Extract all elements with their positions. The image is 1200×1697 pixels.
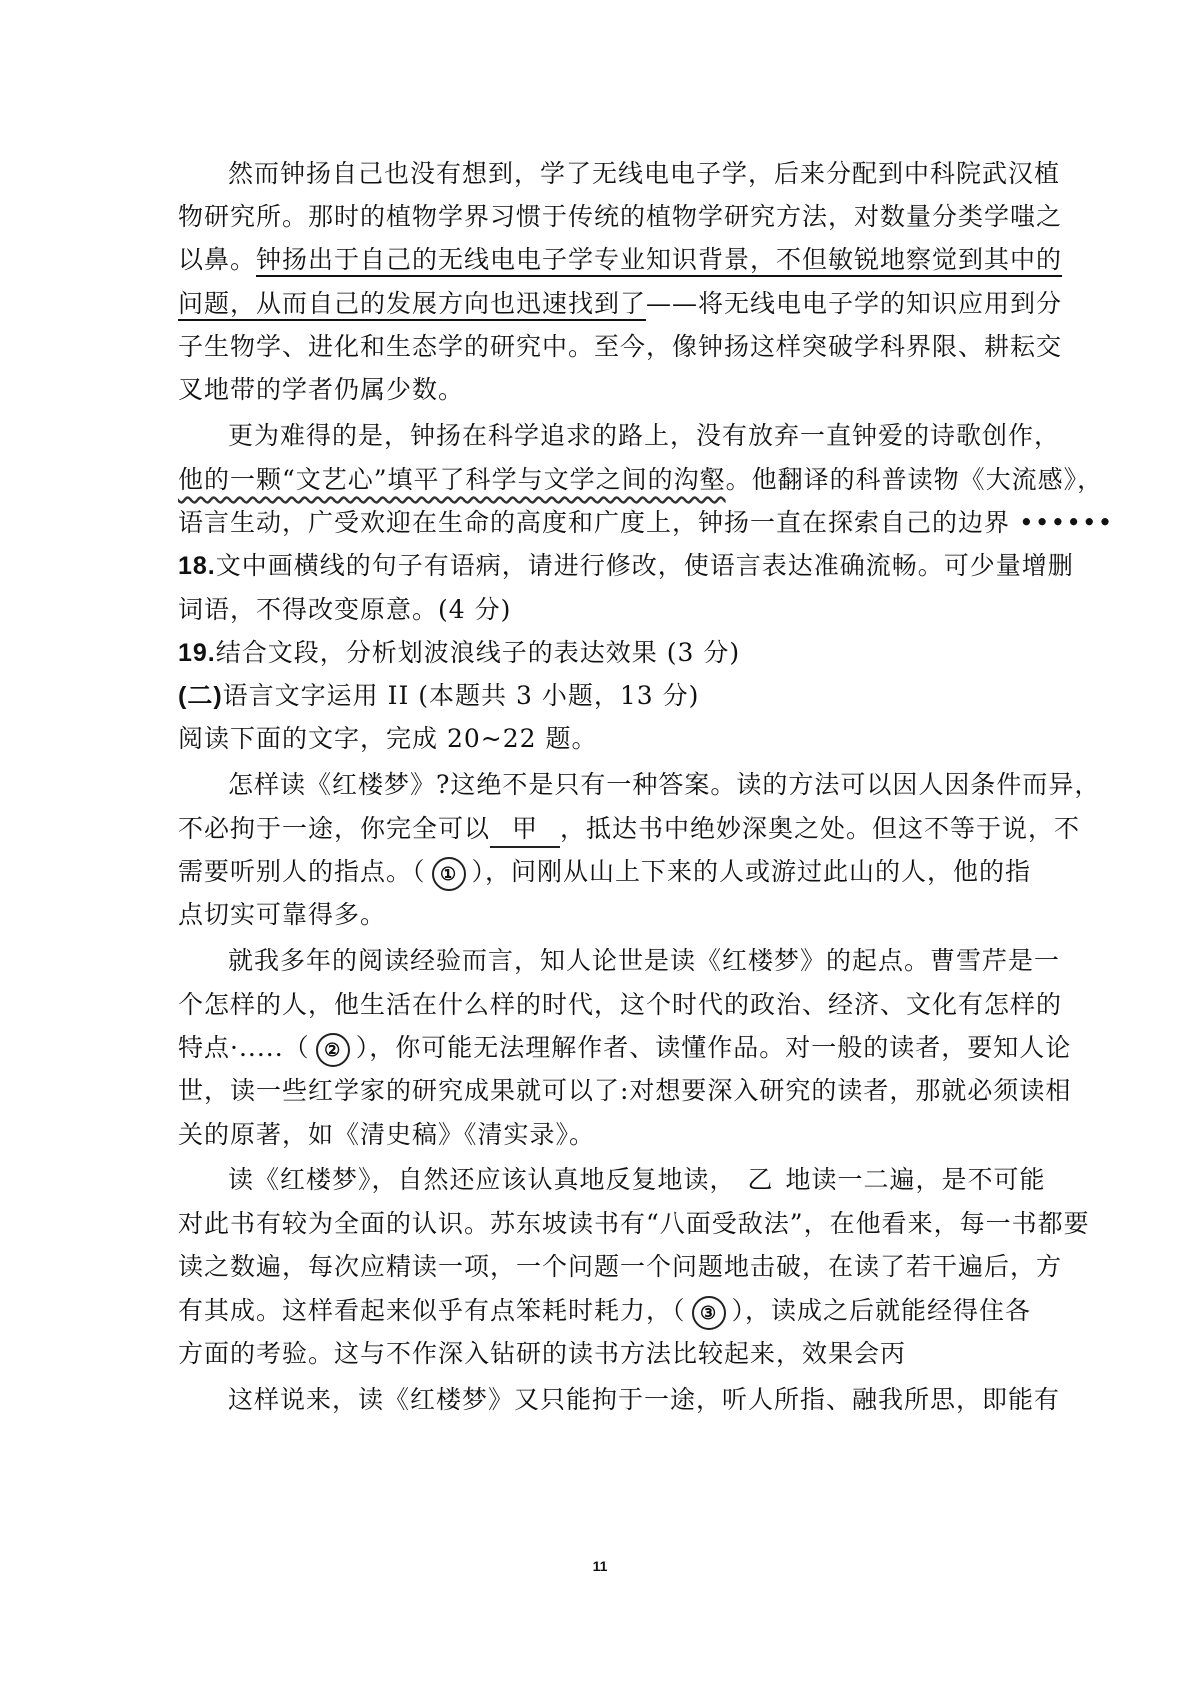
paragraph-line [178,412,1060,460]
question-19 [178,629,740,677]
text: 然而钟扬自己也没有想到，学了无线电电子学，后来分配到中科院武汉植 [228,159,1061,188]
paragraph-line [178,1024,1071,1072]
wavy-underlined-sentence: 他的一颗“文艺心”填平了科学与文学之间的沟壑 [178,465,726,494]
paragraph-line [178,761,1100,809]
paragraph-line [178,891,386,939]
paragraph-line [178,981,1062,1029]
text: 读《红楼梦》，自然还应该认真地反复地读， [228,1165,736,1194]
text: 怎样读《红楼梦》?这绝不是只有一种答案。读的方法可以因人因条件而异， [228,770,1101,799]
section-intro [178,715,597,763]
circled-marker-1: ① [432,857,466,891]
text: 读之数遍，每次应精读一项，一个问题一个问题地击破，在读了若干遍后，方 [178,1252,1063,1281]
text: ——将无线电电子学的知识应用到分 [646,289,1063,318]
blank-yi: 乙 [747,1165,774,1194]
text: 个怎样的人，他生活在什么样的时代，这个时代的政治、经济、文化有怎样的 [178,990,1063,1019]
text: 方面的考验。这与不作深入钻研的读书方法比较起来，效果会丙 [178,1339,907,1368]
text: 语言生动，广受欢迎在生命的高度和广度上，钟扬一直在探索自己的边界 •••••• [178,508,1114,537]
text: 就我多年的阅读经验而言，知人论世是读《红楼梦》的起点。曹雪芹是一 [228,946,1061,975]
text: 阅读下面的文字，完成 20~22 题。 [178,724,598,753]
text: 特点·.....（ [178,1033,310,1062]
section-heading [178,672,699,720]
text: 子生物学、进化和生态学的研究中。至今，像钟扬这样突破学科界限、耕耘交 [178,332,1063,361]
text: 更为难得的是，钟扬在科学追求的路上，没有放弃一直钟爱的诗歌创作， [228,421,1061,450]
text: 地读一二遍，是不可能 [785,1165,1046,1194]
paragraph-line [178,937,1060,985]
paragraph-line [178,1111,595,1159]
paragraph-line [178,1156,1046,1204]
paragraph-line [178,150,1060,198]
text: 叉地带的学者仍属少数。 [178,375,465,404]
text: ，抵达书中绝妙深奥之处。但这不等于说，不 [560,814,1081,843]
text: ），读成之后就能经得住各 [731,1296,1032,1325]
text: ），问刚从山上下来的人或游过此山的人，他的指 [471,857,1032,886]
paragraph-line [178,280,1062,328]
section-number: (二) [178,682,223,710]
text: 对此书有较为全面的认识。苏东坡读书有“八面受敌法”，在他看来，每一书都要 [178,1209,1090,1238]
paragraph-line [178,1200,1090,1248]
paragraph-line [178,193,1062,241]
text: 有其成。这样看起来似乎有点笨耗时耗力，（ [178,1296,686,1325]
text: 。他翻译的科普读物《大流感》， [725,465,1104,494]
paragraph-line [178,366,464,414]
paragraph-line [178,1376,1060,1424]
question-number: 18. [178,552,216,580]
text: 需要听别人的指点。（ [178,857,426,886]
text: 结合文段，分析划波浪线子的表达效果 (3 分) [215,638,741,667]
paragraph-line [178,1067,1071,1115]
question-number: 19. [178,639,216,667]
circled-marker-3: ③ [692,1296,726,1330]
text: 点切实可靠得多。 [178,900,387,929]
text: 物研究所。那时的植物学界习惯于传统的植物学研究方法，对数量分类学嗤之 [178,202,1063,231]
question-18-cont [178,586,511,634]
underlined-sentence: 钟扬出于自己的无线电电子学专业知识背景，不但敏锐地察觉到其中的 [256,245,1063,274]
page-number: 11 [592,1558,608,1574]
paragraph-line [178,1330,906,1378]
blank-jia: 甲 [490,812,560,848]
text: 这样说来，读《红楼梦》又只能拘于一途，听人所指、融我所思，即能有 [228,1385,1061,1414]
paragraph-line [178,323,1062,371]
paragraph-line [178,848,1031,896]
paragraph-line [178,805,1080,853]
text: ），你可能无法理解作者、读懂作品。对一般的读者，要知人论 [355,1033,1072,1062]
paragraph-line [178,1243,1062,1291]
underlined-sentence: 问题，从而自己的发展方向也迅速找到了 [178,289,647,318]
text: 文中画横线的句子有语病，请进行修改，使语言表达准确流畅。可少量增删 [215,551,1074,580]
text: 不必拘于一途，你完全可以 [178,814,491,843]
text: 以鼻。 [178,245,257,274]
text: 关的原著，如《清史稿》《清实录》。 [178,1120,596,1149]
paragraph-line [178,1287,1031,1335]
text: 词语，不得改变原意。(4 分) [178,595,512,624]
paragraph-line [178,456,1103,504]
paragraph-line [178,236,1062,284]
question-18 [178,542,1074,590]
circled-marker-2: ② [316,1033,350,1067]
paragraph-line [178,499,1113,547]
text: 世，读一些红学家的研究成果就可以了:对想要深入研究的读者，那就必须读相 [178,1076,1072,1105]
section-title: 语言文字运用 II (本题共 3 小题，13 分) [222,681,700,710]
